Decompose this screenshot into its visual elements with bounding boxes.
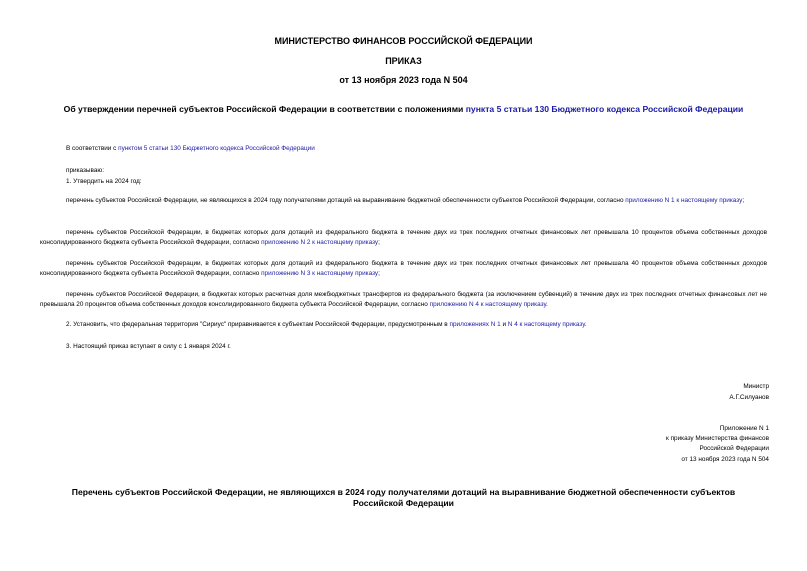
list-item [40,196,767,206]
signature-position: Министр [743,383,769,390]
appendix-date: от 13 ноября 2023 года N 504 [681,456,769,463]
preamble-law-link[interactable]: пунктом 5 статьи 130 Бюджетного кодекса Российской Федерации [118,145,315,152]
list-item [40,290,767,310]
appendix-1-plural-link[interactable]: приложениях N 1 [449,321,501,328]
appendix-4-link[interactable]: приложению N 4 к настоящему приказу [429,301,547,308]
list-item-text: перечень субъектов Российской Федерации, в бюджетах которых расчетная доля межбюджетных трансфертов из федерального бюджета (за исключением субвенций) в течение двух из трех последних отчетных финансовых лет не превышала 20 процентов объема собственных доходов консолидированного бюджета субъекта Российской Федерации, согласно [40,291,767,308]
list-item-text: перечень субъектов Российской Федерации, не являющихся в 2024 году получателями дотаций на выравнивание бюджетной обеспеченности субъектов Российской Федерации, согласно [66,197,626,204]
list-item-text: перечень субъектов Российской Федерации, в бюджетах которых доля дотаций из федерального бюджета в течение двух из трех последних отчетных финансовых лет превышала 40 процентов объема собственных доходов консолидированного бюджета субъекта Российской Федерации, согласно [40,260,767,277]
preamble [66,144,315,154]
item2-end: . [584,321,587,328]
appendix-1-link[interactable]: приложению N 1 к настоящему приказу [625,197,743,204]
list-item-end: . [546,301,548,308]
document-title-text: Об утверждении перечней субъектов Российской Федерации в соответствии с положениями [63,104,466,114]
item2-mid: и [500,321,508,328]
date-number-heading: от 13 ноября 2023 года N 504 [339,75,468,85]
list-item [40,228,767,248]
list-item-end: ; [378,239,380,246]
appendix-2-link[interactable]: приложению N 2 к настоящему приказу [261,239,379,246]
appendix-title: Перечень субъектов Российской Федерации, не являющихся в 2024 году получателями дотаций на выравнивание бюджетной обеспеченности субъектов Российской Федерации [71,487,736,508]
item3-paragraph: 3. Настоящий приказ вступает в силу с 1 января 2024 г. [66,343,231,350]
appendix-order-ref: к приказу Министерства финансов [666,435,769,442]
item2-text: 2. Установить, что федеральная территория "Сириус" приравнивается к субъектам Российской Федерации, предусмотренным в [66,321,450,328]
preamble-text: В соответствии с [66,145,119,152]
list-item-end: ; [742,197,745,204]
ministry-heading: МИНИСТЕРСТВО ФИНАНСОВ РОССИЙСКОЙ ФЕДЕРАЦИИ [274,36,533,46]
appendix-label: Приложение N 1 [719,425,769,432]
document-title [30,104,777,114]
list-item-text: перечень субъектов Российской Федерации, в бюджетах которых доля дотаций из федерального бюджета в течение двух из трех последних отчетных финансовых лет превышала 10 процентов объема собственных доходов консолидированного бюджета субъекта Российской Федерации, согласно [40,229,767,246]
appendix-ministry: Российской Федерации [699,445,769,452]
list-item [40,259,767,279]
appendix-3-link[interactable]: приложению N 3 к настоящему приказу [261,270,379,277]
doc-type-heading: ПРИКАЗ [385,56,422,66]
list-item-end: ; [378,270,380,277]
title-law-link[interactable]: пункта 5 статьи 130 Бюджетного кодекса Российской Федерации [465,104,744,114]
item1-heading: 1. Утвердить на 2024 год: [66,178,142,185]
order-word: приказываю: [66,167,104,174]
item2-paragraph [66,320,587,330]
appendix-4-plural-link[interactable]: N 4 к настоящему приказу [507,321,585,328]
signature-name: А.Г.Силуанов [729,394,769,401]
